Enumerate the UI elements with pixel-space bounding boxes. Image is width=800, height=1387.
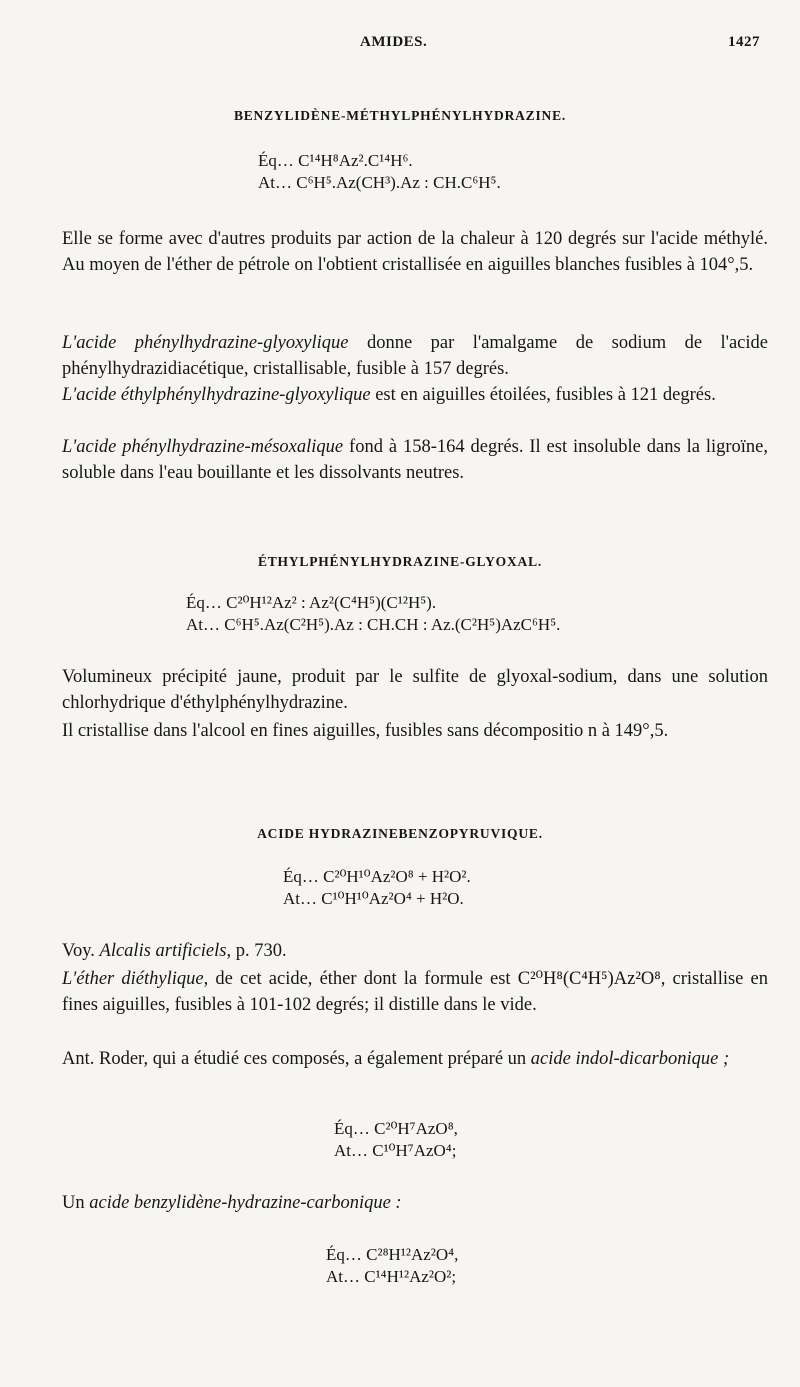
cross-reference: Alcalis artificiels <box>99 941 227 961</box>
paragraph-text: Ant. Roder, qui a étudié ces composés, a également préparé un <box>62 1049 531 1069</box>
paragraph-text: , de cet acide, éther dont la formule est C²⁰H⁸(C⁴H⁵)Az²O⁸, cristallise en fines aiguilles, fusibles à 101-102 degrés; il distille dans le vide. <box>62 969 769 1015</box>
formula-eq: Éq… C²⁰H¹²Az² : Az²(C⁴H⁵)(C¹²H⁵). <box>186 593 437 612</box>
formula-eq: Éq… C²⁰H¹⁰Az²O⁸ + H²O². <box>283 867 471 886</box>
formula-eq: Éq… C²⁰H⁷AzO⁸, <box>334 1119 458 1138</box>
paragraph-text: fond à 158-164 degrés. Il est insoluble dans la ligroïne, soluble dans l'eau bouillante et les dissolvants neutres. <box>62 437 768 483</box>
compound-name: L'acide éthylphénylhydrazine-glyoxylique <box>62 385 371 405</box>
section-heading: ACIDE HYDRAZINEBENZOPYRUVIQUE. <box>257 826 543 841</box>
compound-name: L'éther diéthylique <box>62 969 204 989</box>
paragraph-text: Un <box>62 1193 90 1213</box>
paragraph-text: , p. 730. <box>226 941 287 961</box>
paragraph <box>62 434 768 486</box>
paragraph <box>62 1046 768 1072</box>
formula-at: At… C¹⁴H¹²Az²O²; <box>326 1267 457 1286</box>
formula-at: At… C⁶H⁵.Az(C²H⁵).Az : CH.CH : Az.(C²H⁵)AzC⁶H⁵. <box>186 615 561 634</box>
compound-name: L'acide phénylhydrazine-glyoxylique <box>62 333 349 353</box>
paragraph: Elle se forme avec d'autres produits par action de la chaleur à 120 degrés sur l'acide méthylé. Au moyen de l'éther de pétrole on l'obtient cristallisée en aiguilles blanches fusibles à 104°,5. <box>62 229 768 275</box>
paragraph-text: Voy. <box>62 941 100 961</box>
paragraph: Volumineux précipité jaune, produit par le sulfite de glyoxal-sodium, dans une solution chlorhydrique d'éthylphénylhydrazine. <box>62 667 768 713</box>
section-heading: ÉTHYLPHÉNYLHYDRAZINE-GLYOXAL. <box>257 554 543 569</box>
formula-eq: Éq… C¹⁴H⁸Az².C¹⁴H⁶. <box>258 151 413 170</box>
paragraph <box>62 966 768 1018</box>
formula-eq: Éq… C²⁸H¹²Az²O⁴, <box>326 1245 459 1264</box>
paragraph <box>62 382 768 408</box>
paragraph-text: est en aiguilles étoilées, fusibles à 121 degrés. <box>370 385 716 405</box>
formula-at: At… C⁶H⁵.Az(CH³).Az : CH.C⁶H⁵. <box>258 173 501 192</box>
compound-name: L'acide phénylhydrazine-mésoxalique <box>62 437 344 457</box>
paragraph <box>62 330 768 382</box>
paragraph: Il cristallise dans l'alcool en fines aiguilles, fusibles sans décompositio n à 149°,5. <box>62 721 669 741</box>
page-number: 1427 <box>728 34 760 50</box>
running-head: AMIDES. <box>360 34 428 50</box>
paragraph-text: donne par l'amalgame de sodium de l'acide phénylhydrazidiacétique, cristallisable, fusible à 157 degrés. <box>62 333 768 379</box>
paragraph <box>62 1190 768 1216</box>
section-heading: BENZYLIDÈNE-MÉTHYLPHÉNYLHYDRAZINE. <box>233 108 567 123</box>
compound-name: acide benzylidène-hydrazine-carbonique : <box>89 1193 402 1213</box>
paragraph <box>62 938 768 964</box>
formula-at: At… C¹⁰H¹⁰Az²O⁴ + H²O. <box>283 889 464 908</box>
compound-name: acide indol-dicarbonique ; <box>530 1049 730 1069</box>
formula-at: At… C¹⁰H⁷AzO⁴; <box>334 1141 457 1160</box>
